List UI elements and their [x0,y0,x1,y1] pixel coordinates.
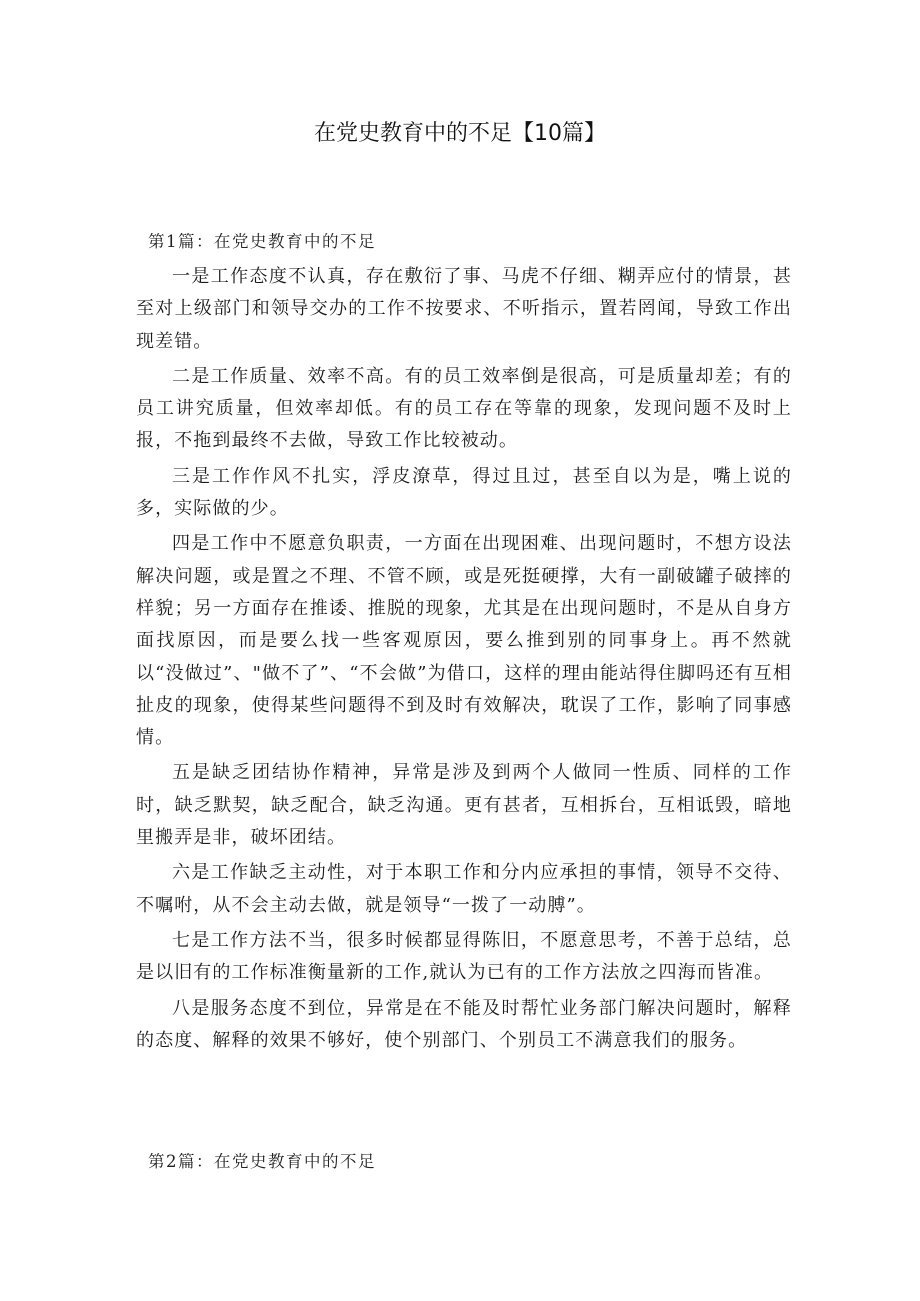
paragraph-5: 五是缺乏团结协作精神，异常是涉及到两个人做同一性质、同样的工作时，缺乏默契，缺乏配合，缺乏沟通。更有甚者，互相拆台，互相诋毁，暗地里搬弄是非，破坏团结。 [136,762,792,849]
document-title: 在党史教育中的不足【10篇】 [314,121,606,146]
paragraph-2: 二是工作质量、效率不高。有的员工效率倒是很高，可是质量却差；有的员工讲究质量，但效率却低。有的员工存在等靠的现象，发现问题不及时上报，不拖到最终不去做，导致工作比较被动。 [136,365,792,452]
section-1-body [136,261,792,1057]
paragraph-6: 六是工作缺乏主动性，对于本职工作和分内应承担的事情，领导不交待、不嘱咐，从不会主动去做，就是领导“一拨了一动膊”。 [136,862,792,916]
paragraph-4: 四是工作中不愿意负职责，一方面在出现困难、出现问题时，不想方设法解决问题，或是置之不理、不管不顾，或是死挺硬撑，大有一副破罐子破摔的样貌；另一方面存在推诿、推脱的现象，尤其是在出现问题时，不是从自身方面找原因，而是要么找一些客观原因，要么推到别的同事身上。再不然就以“没做过”、"做不了”、“不会做”为借口，这样的理由能站得住脚吗还有互相扯皮的现象，使得某些问题得不到及时有效解决，耽误了工作，影响了同事感情。 [136,533,792,749]
paragraph-3: 三是工作作风不扎实，浮皮潦草，得过且过，甚至自以为是，嘴上说的多，实际做的少。 [136,465,792,520]
section-heading-2: 第2篇：在党史教育中的不足 [148,1152,376,1171]
paragraph-8: 八是服务态度不到位，异常是在不能及时帮忙业务部门解决问题时，解释的态度、解释的效果不够好，使个别部门、个别员工不满意我们的服务。 [136,997,792,1051]
paragraph-7: 七是工作方法不当，很多时候都显得陈旧，不愿意思考，不善于总结，总是以旧有的工作标准衡量新的工作,就认为已有的工作方法放之四海而皆准。 [136,929,792,984]
paragraph-1: 一是工作态度不认真，存在敷衍了事、马虎不仔细、糊弄应付的情景，甚至对上级部门和领导交办的工作不按要求、不听指示，置若罔闻，导致工作出现差错。 [136,266,792,352]
section-heading-1: 第1篇：在党史教育中的不足 [148,232,376,251]
